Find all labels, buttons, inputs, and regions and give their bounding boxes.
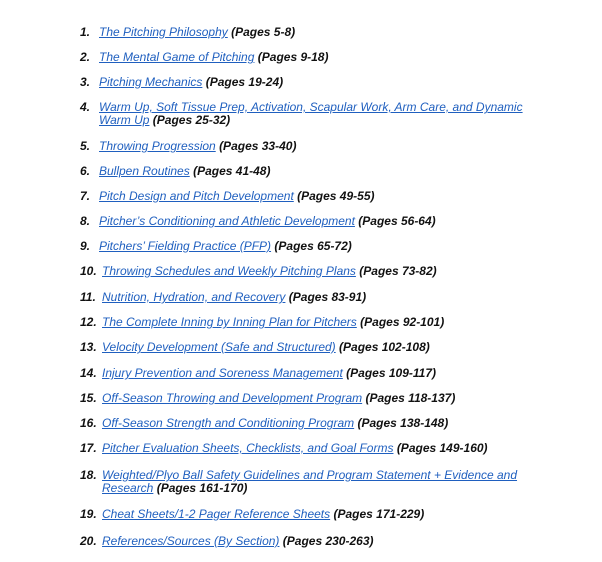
toc-link[interactable]: Off-Season Throwing and Development Program [102, 391, 363, 405]
item-number: 5. [80, 139, 91, 153]
page-range: (Pages 33-40) [219, 139, 297, 153]
page-range: (Pages 109-117) [346, 366, 436, 380]
toc-link[interactable]: Warm Up, Soft Tissue Prep, Activation, Scapular Work, Arm Care, and Dynamic Warm Up [99, 100, 523, 127]
item-number: 17. [80, 441, 97, 455]
toc-link[interactable]: Pitchers’ Fielding Practice (PFP) [99, 239, 272, 253]
item-number: 7. [80, 189, 91, 203]
toc-item [80, 442, 550, 455]
page-range: (Pages 149-160) [396, 441, 488, 455]
toc-item [80, 51, 550, 64]
toc-item [80, 265, 550, 278]
toc-item [80, 291, 550, 304]
page-range: (Pages 161-170) [156, 481, 248, 495]
toc-link[interactable]: The Pitching Philosophy [99, 25, 228, 39]
item-number: 6. [80, 164, 91, 178]
toc-link[interactable]: Pitcher Evaluation Sheets, Checklists, and Goal Forms [102, 441, 394, 455]
toc-item [80, 535, 550, 548]
item-number: 3. [80, 75, 91, 89]
toc-link[interactable]: References/Sources (By Section) [102, 534, 280, 548]
item-number: 13. [80, 340, 97, 354]
toc-link[interactable]: Pitcher’s Conditioning and Athletic Development [99, 214, 355, 228]
toc-item [80, 190, 550, 203]
item-number: 10. [80, 264, 97, 278]
page-range: (Pages 83-91) [288, 290, 367, 304]
toc-link[interactable]: Weighted/Plyo Ball Safety Guidelines and Program Statement + Evidence and Research [102, 468, 518, 495]
page-range: (Pages 41-48) [193, 164, 271, 178]
item-number: 4. [80, 100, 91, 114]
item-number: 16. [80, 416, 97, 430]
item-number: 9. [80, 239, 91, 253]
page-range: (Pages 73-82) [359, 264, 437, 278]
page-range: (Pages 65-72) [274, 239, 352, 253]
page-range: (Pages 230-263) [282, 534, 374, 548]
toc-link[interactable]: The Mental Game of Pitching [99, 50, 255, 64]
item-number: 19. [80, 507, 97, 521]
page-range: (Pages 171-229) [333, 507, 425, 521]
toc-item [80, 392, 550, 405]
toc-item [80, 76, 550, 89]
page-range: (Pages 92-101) [360, 315, 445, 329]
toc-item [80, 101, 550, 127]
page-range: (Pages 49-55) [297, 189, 375, 203]
item-number: 15. [80, 391, 97, 405]
page-range: (Pages 5-8) [231, 25, 296, 39]
item-number: 14. [80, 366, 97, 380]
page-range: (Pages 25-32) [152, 113, 231, 127]
item-number: 20. [80, 534, 97, 548]
toc-item [80, 165, 550, 178]
toc-link[interactable]: Cheat Sheets/1-2 Pager Reference Sheets [102, 507, 331, 521]
toc-item [80, 367, 550, 380]
page-range: (Pages 118-137) [365, 391, 456, 405]
item-number: 11. [80, 290, 96, 304]
toc-link[interactable]: Injury Prevention and Soreness Management [102, 366, 343, 380]
toc-item [80, 26, 550, 39]
toc-link[interactable]: The Complete Inning by Inning Plan for Pitchers [102, 315, 357, 329]
toc-item [80, 240, 550, 253]
toc-item [80, 508, 550, 521]
item-number: 2. [80, 50, 91, 64]
toc-link[interactable]: Pitching Mechanics [99, 75, 203, 89]
toc-link[interactable]: Bullpen Routines [99, 164, 190, 178]
toc-link[interactable]: Throwing Progression [99, 139, 216, 153]
page-range: (Pages 56-64) [358, 214, 436, 228]
item-number: 18. [80, 468, 97, 482]
toc-link[interactable]: Off-Season Strength and Conditioning Program [102, 416, 355, 430]
page-range: (Pages 9-18) [257, 50, 329, 64]
page-range: (Pages 138-148) [357, 416, 449, 430]
toc-item [80, 341, 550, 354]
toc-item [80, 215, 550, 228]
toc-item [80, 316, 550, 329]
item-number: 12. [80, 315, 97, 329]
toc-item [80, 469, 550, 495]
toc-link[interactable]: Pitch Design and Pitch Development [99, 189, 294, 203]
item-number: 1. [80, 25, 91, 39]
toc-link[interactable]: Velocity Development (Safe and Structured) [102, 340, 336, 354]
item-number: 8. [80, 214, 91, 228]
toc-item [80, 417, 550, 430]
toc-link[interactable]: Throwing Schedules and Weekly Pitching Plans [102, 264, 356, 278]
toc-item [80, 140, 550, 153]
page-range: (Pages 102-108) [339, 340, 430, 354]
page-range: (Pages 19-24) [205, 75, 284, 89]
toc-link[interactable]: Nutrition, Hydration, and Recovery [102, 290, 286, 304]
